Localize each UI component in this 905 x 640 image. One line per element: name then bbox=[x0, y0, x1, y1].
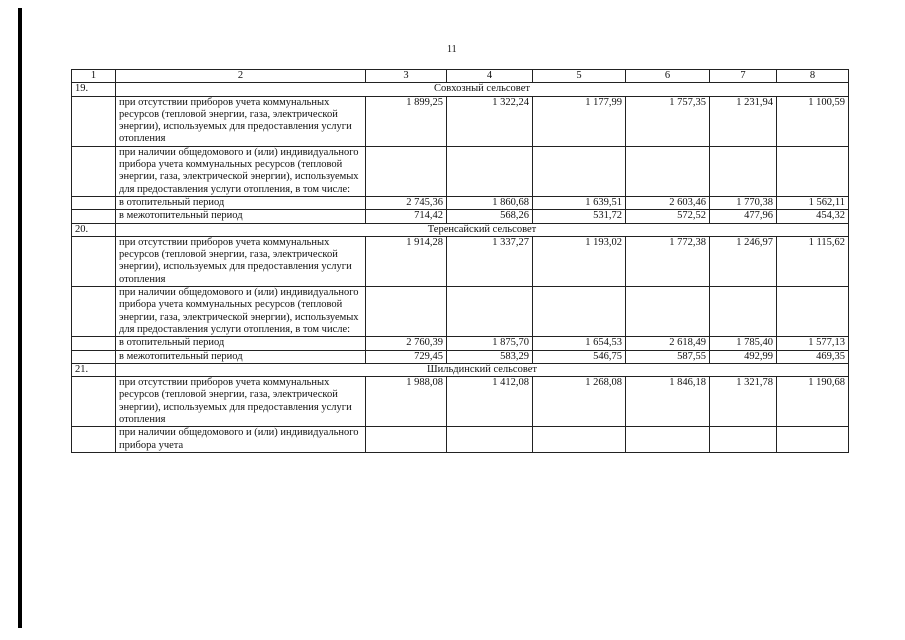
table-row bbox=[72, 146, 849, 196]
value-cell: 1 757,35 bbox=[626, 96, 710, 146]
section-number: 21. bbox=[72, 363, 116, 376]
table-row bbox=[72, 196, 849, 209]
section-number: 19. bbox=[72, 83, 116, 96]
row-number-cell bbox=[72, 96, 116, 146]
header-row bbox=[72, 70, 849, 83]
value-cell: 1 639,51 bbox=[533, 196, 626, 209]
value-cell: 1 412,08 bbox=[447, 377, 533, 427]
value-cell: 1 899,25 bbox=[366, 96, 447, 146]
section-row bbox=[72, 83, 849, 96]
value-cell: 1 177,99 bbox=[533, 96, 626, 146]
table-row bbox=[72, 287, 849, 337]
value-cell: 469,35 bbox=[777, 350, 849, 363]
value-cell: 1 268,08 bbox=[533, 377, 626, 427]
value-cell: 531,72 bbox=[533, 210, 626, 223]
page-number: 11 bbox=[447, 44, 457, 55]
value-cell: 572,52 bbox=[626, 210, 710, 223]
value-cell bbox=[710, 146, 777, 196]
binding-edge-line bbox=[18, 8, 22, 628]
table-row bbox=[72, 236, 849, 286]
value-cell bbox=[777, 146, 849, 196]
table-row bbox=[72, 96, 849, 146]
section-row bbox=[72, 223, 849, 236]
value-cell: 1 875,70 bbox=[447, 337, 533, 350]
value-cell: 2 603,46 bbox=[626, 196, 710, 209]
value-cell bbox=[447, 427, 533, 453]
value-cell: 1 577,13 bbox=[777, 337, 849, 350]
row-number-cell bbox=[72, 210, 116, 223]
value-cell: 1 654,53 bbox=[533, 337, 626, 350]
row-label: в отопительный период bbox=[116, 337, 366, 350]
value-cell bbox=[366, 287, 447, 337]
value-cell bbox=[777, 427, 849, 453]
value-cell: 1 562,11 bbox=[777, 196, 849, 209]
table-row bbox=[72, 427, 849, 453]
value-cell: 454,32 bbox=[777, 210, 849, 223]
section-name: Теренсайский сельсовет bbox=[116, 223, 849, 236]
table-row bbox=[72, 337, 849, 350]
value-cell: 1 321,78 bbox=[710, 377, 777, 427]
value-cell: 1 337,27 bbox=[447, 236, 533, 286]
value-cell: 1 193,02 bbox=[533, 236, 626, 286]
row-label: при отсутствии приборов учета коммунальных ресурсов (тепловой энергии, газа, электрической энергии), используемых для предоставления услуги отопления bbox=[116, 96, 366, 146]
value-cell bbox=[533, 287, 626, 337]
header-cell: 8 bbox=[777, 70, 849, 83]
row-label: при наличии общедомового и (или) индивидуального прибора учета bbox=[116, 427, 366, 453]
value-cell: 1 231,94 bbox=[710, 96, 777, 146]
value-cell: 729,45 bbox=[366, 350, 447, 363]
row-number-cell bbox=[72, 236, 116, 286]
value-cell: 1 770,38 bbox=[710, 196, 777, 209]
row-number-cell bbox=[72, 377, 116, 427]
header-cell: 2 bbox=[116, 70, 366, 83]
section-row bbox=[72, 363, 849, 376]
row-number-cell bbox=[72, 427, 116, 453]
row-number-cell bbox=[72, 350, 116, 363]
section-name: Совхозный сельсовет bbox=[116, 83, 849, 96]
row-number-cell bbox=[72, 337, 116, 350]
value-cell: 1 322,24 bbox=[447, 96, 533, 146]
value-cell bbox=[626, 146, 710, 196]
value-cell bbox=[366, 427, 447, 453]
row-number-cell bbox=[72, 287, 116, 337]
row-number-cell bbox=[72, 196, 116, 209]
value-cell bbox=[626, 427, 710, 453]
row-label: при наличии общедомового и (или) индивидуального прибора учета коммунальных ресурсов (тепловой энергии, газа, электрической энергии), используемых для предоставления услуги отопления, в том числе: bbox=[116, 146, 366, 196]
header-cell: 1 bbox=[72, 70, 116, 83]
value-cell: 1 785,40 bbox=[710, 337, 777, 350]
value-cell: 546,75 bbox=[533, 350, 626, 363]
row-label: в межотопительный период bbox=[116, 350, 366, 363]
value-cell: 1 115,62 bbox=[777, 236, 849, 286]
value-cell: 477,96 bbox=[710, 210, 777, 223]
value-cell bbox=[533, 427, 626, 453]
value-cell bbox=[626, 287, 710, 337]
header-cell: 6 bbox=[626, 70, 710, 83]
header-cell: 5 bbox=[533, 70, 626, 83]
row-label: при наличии общедомового и (или) индивидуального прибора учета коммунальных ресурсов (тепловой энергии, газа, электрической энергии), используемых для предоставления услуги отопления, в том числе: bbox=[116, 287, 366, 337]
tariff-table bbox=[71, 69, 849, 453]
value-cell: 1 190,68 bbox=[777, 377, 849, 427]
value-cell bbox=[366, 146, 447, 196]
row-label: в отопительный период bbox=[116, 196, 366, 209]
header-cell: 4 bbox=[447, 70, 533, 83]
value-cell: 1 846,18 bbox=[626, 377, 710, 427]
table-body bbox=[72, 70, 849, 453]
value-cell bbox=[533, 146, 626, 196]
value-cell: 583,29 bbox=[447, 350, 533, 363]
table-row bbox=[72, 350, 849, 363]
value-cell: 714,42 bbox=[366, 210, 447, 223]
value-cell bbox=[447, 287, 533, 337]
value-cell: 1 100,59 bbox=[777, 96, 849, 146]
value-cell bbox=[710, 427, 777, 453]
row-label: при отсутствии приборов учета коммунальных ресурсов (тепловой энергии, газа, электрической энергии), используемых для предоставления услуги отопления bbox=[116, 236, 366, 286]
header-cell: 3 bbox=[366, 70, 447, 83]
value-cell bbox=[710, 287, 777, 337]
value-cell: 1 988,08 bbox=[366, 377, 447, 427]
value-cell: 1 246,97 bbox=[710, 236, 777, 286]
value-cell: 2 618,49 bbox=[626, 337, 710, 350]
row-label: в межотопительный период bbox=[116, 210, 366, 223]
section-number: 20. bbox=[72, 223, 116, 236]
value-cell: 492,99 bbox=[710, 350, 777, 363]
value-cell: 568,26 bbox=[447, 210, 533, 223]
value-cell: 1 860,68 bbox=[447, 196, 533, 209]
value-cell bbox=[777, 287, 849, 337]
value-cell: 1 772,38 bbox=[626, 236, 710, 286]
value-cell: 587,55 bbox=[626, 350, 710, 363]
row-number-cell bbox=[72, 146, 116, 196]
value-cell: 2 745,36 bbox=[366, 196, 447, 209]
section-name: Шильдинский сельсовет bbox=[116, 363, 849, 376]
table-row bbox=[72, 210, 849, 223]
table-row bbox=[72, 377, 849, 427]
row-label: при отсутствии приборов учета коммунальных ресурсов (тепловой энергии, газа, электрической энергии), используемых для предоставления услуги отопления bbox=[116, 377, 366, 427]
header-cell: 7 bbox=[710, 70, 777, 83]
value-cell: 1 914,28 bbox=[366, 236, 447, 286]
value-cell bbox=[447, 146, 533, 196]
value-cell: 2 760,39 bbox=[366, 337, 447, 350]
